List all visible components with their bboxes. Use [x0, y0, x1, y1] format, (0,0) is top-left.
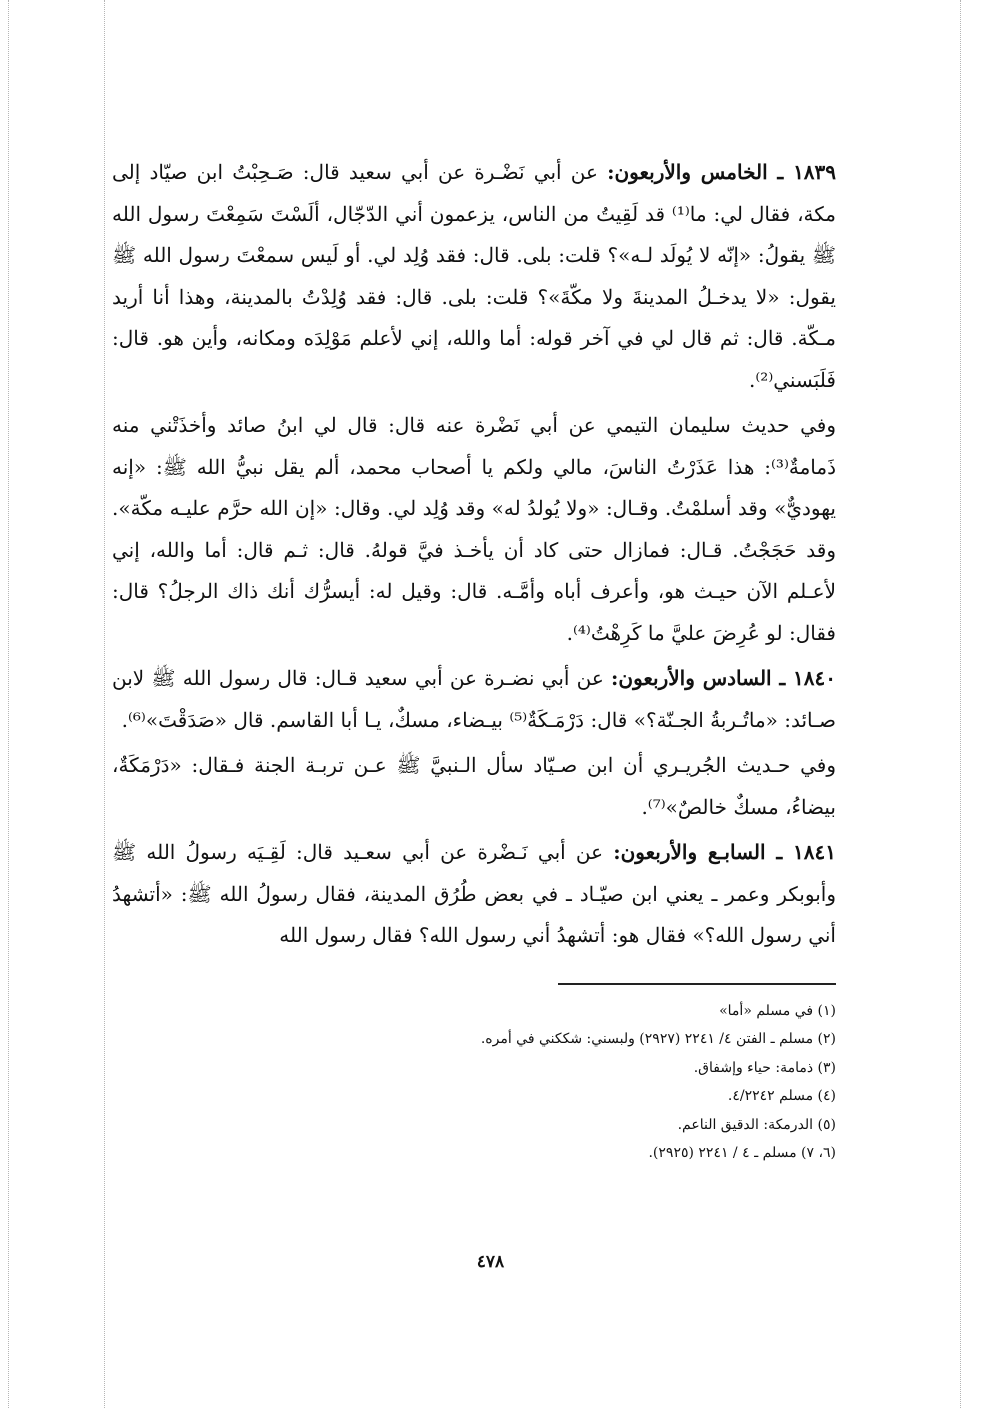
page-content [112, 152, 836, 1168]
paragraph-hadith-1840 [112, 658, 836, 741]
paragraph-taymi-narration [112, 405, 836, 654]
hadith-text: عن أبي نَـضْرة عن أبي سعـيد قال: لَقِـيَه رسولُ الله ﷺ وأبوبكر وعمر ـ يعني ابن صيّـاد ـ في بعض طُرُق المدينة، فقال رسولُ الله ﷺ: «أتشهدُ أني رسول الله؟» فقال هو: أتشهدُ أني رسول الله؟ فقال رسول الله [112, 840, 836, 947]
hadith-text: عن أبي نَضْـرة عن أبي سعيد قال: صَـحِبْتُ ابن صيّاد إلى مكة، فقال لي: ما⁽¹⁾ قد لَقِيتُ من الناس، يزعمون أني الدّجّال، ألَسْتَ سَمِعْتَ رسول الله ﷺ يقولُ: «إنّه لا يُولَد لـه»؟ قلت: بلى. قال: فقد وُلِد لي. أو لَيس سمعْتَ رسول الله ﷺ يقول: «لا يدخـلُ المدينةَ ولا مكّةَ»؟ قلت: بلى. قال: فقد وُلِدْتُ بالمدينة، وهذا أنا أريد مـكّة. قال: ثم قال لي في آخر قوله: أما والله، إني لأعلم مَوْلِدَه ومكانه، وأين هو. قال: فَلَبَسني⁽²⁾. [112, 160, 837, 392]
page-number: ٤٧٨ [476, 1252, 505, 1272]
hadith-heading: ١٨٤٠ ـ السادس والأربعون: [611, 666, 837, 690]
paragraph-hadith-1841 [112, 832, 836, 957]
main-text [112, 152, 836, 957]
hadith-text: عن أبي نضـرة عن أبي سعيد قـال: قال رسول الله ﷺ لابن صـائد: «ماتُـربةُ الجـنّة؟» قال: دَرْمَـكَةٌ⁽⁵⁾ بيـضاء، مسكٌ، يـا أبا القاسم. قال «صَدَقْتَ»⁽⁶⁾. [112, 666, 836, 732]
scan-edge-right [960, 0, 961, 1408]
narration-text: وفي حـديث الجُريـري أن ابن صـيّاد سأل الـنبيَّ ﷺ عـن تربـة الجنة فـقال: «دَرْمَكَةٌ، بيضاءُ، مسكٌ خالصٌ»⁽⁷⁾. [112, 753, 836, 819]
footnote-1: (١) في مسلم «أما» [719, 1002, 836, 1019]
footnotes-list [112, 997, 836, 1169]
hadith-heading: ١٨٤١ ـ السابـع والأربعون: [613, 840, 836, 864]
footnote-4: (٤) مسلم ٤/٢٢٤٢. [727, 1088, 836, 1105]
scan-edge-left [8, 0, 9, 1408]
footnote-divider [558, 983, 836, 985]
footnote-6-7: (٦، ٧) مسلم ـ ٤ / ٢٢٤١ (٢٩٢٥). [648, 1145, 836, 1162]
footnote-3: (٣) ذمامة: حياء وإشفاق. [693, 1059, 836, 1076]
footnote-5: (٥) الدرمكة: الدقيق الناعم. [677, 1116, 836, 1133]
paragraph-jurayri-narration [112, 745, 836, 828]
footnote-2: (٢) مسلم ـ الفتن ٤/ ٢٢٤١ (٢٩٢٧) ولبسني: شككني في أمره. [480, 1031, 836, 1048]
hadith-heading: ١٨٣٩ ـ الخامس والأربعون: [607, 160, 837, 184]
scan-edge-left-inner [104, 0, 105, 1408]
narration-text: وفي حديث سليمان التيمي عن أبي نَضْرة عنه قال: قال لي ابنُ صائد وأخذَتْني منه ذَمامةٌ⁽³⁾: هذا عَذَرْتُ الناسَ، مالي ولكم يا أصحاب محمد، ألم يقل نبيُّ الله ﷺ: «إنه يهوديٌّ» وقد أسلمْتُ. وقـال: «ولا يُولدُ له» وقد وُلِد لي. وقال: «إن الله حرَّم عليـه مكّة». وقد حَجَجْتُ. قـال: فمازال حتى كاد أن يأخـذ فيَّ قولهُ. قال: ثـم قال: أما والله، إني لأعـلم الآن حيـث هو، وأعرف أباه وأمَّـه. قال: وقيل له: أيسرُّك أنك ذاك الرجلُ؟ قال: فقال: لو عُرِضَ عليَّ ما كَرِهْتُ⁽⁴⁾. [112, 413, 836, 645]
paragraph-hadith-1839 [112, 152, 836, 401]
